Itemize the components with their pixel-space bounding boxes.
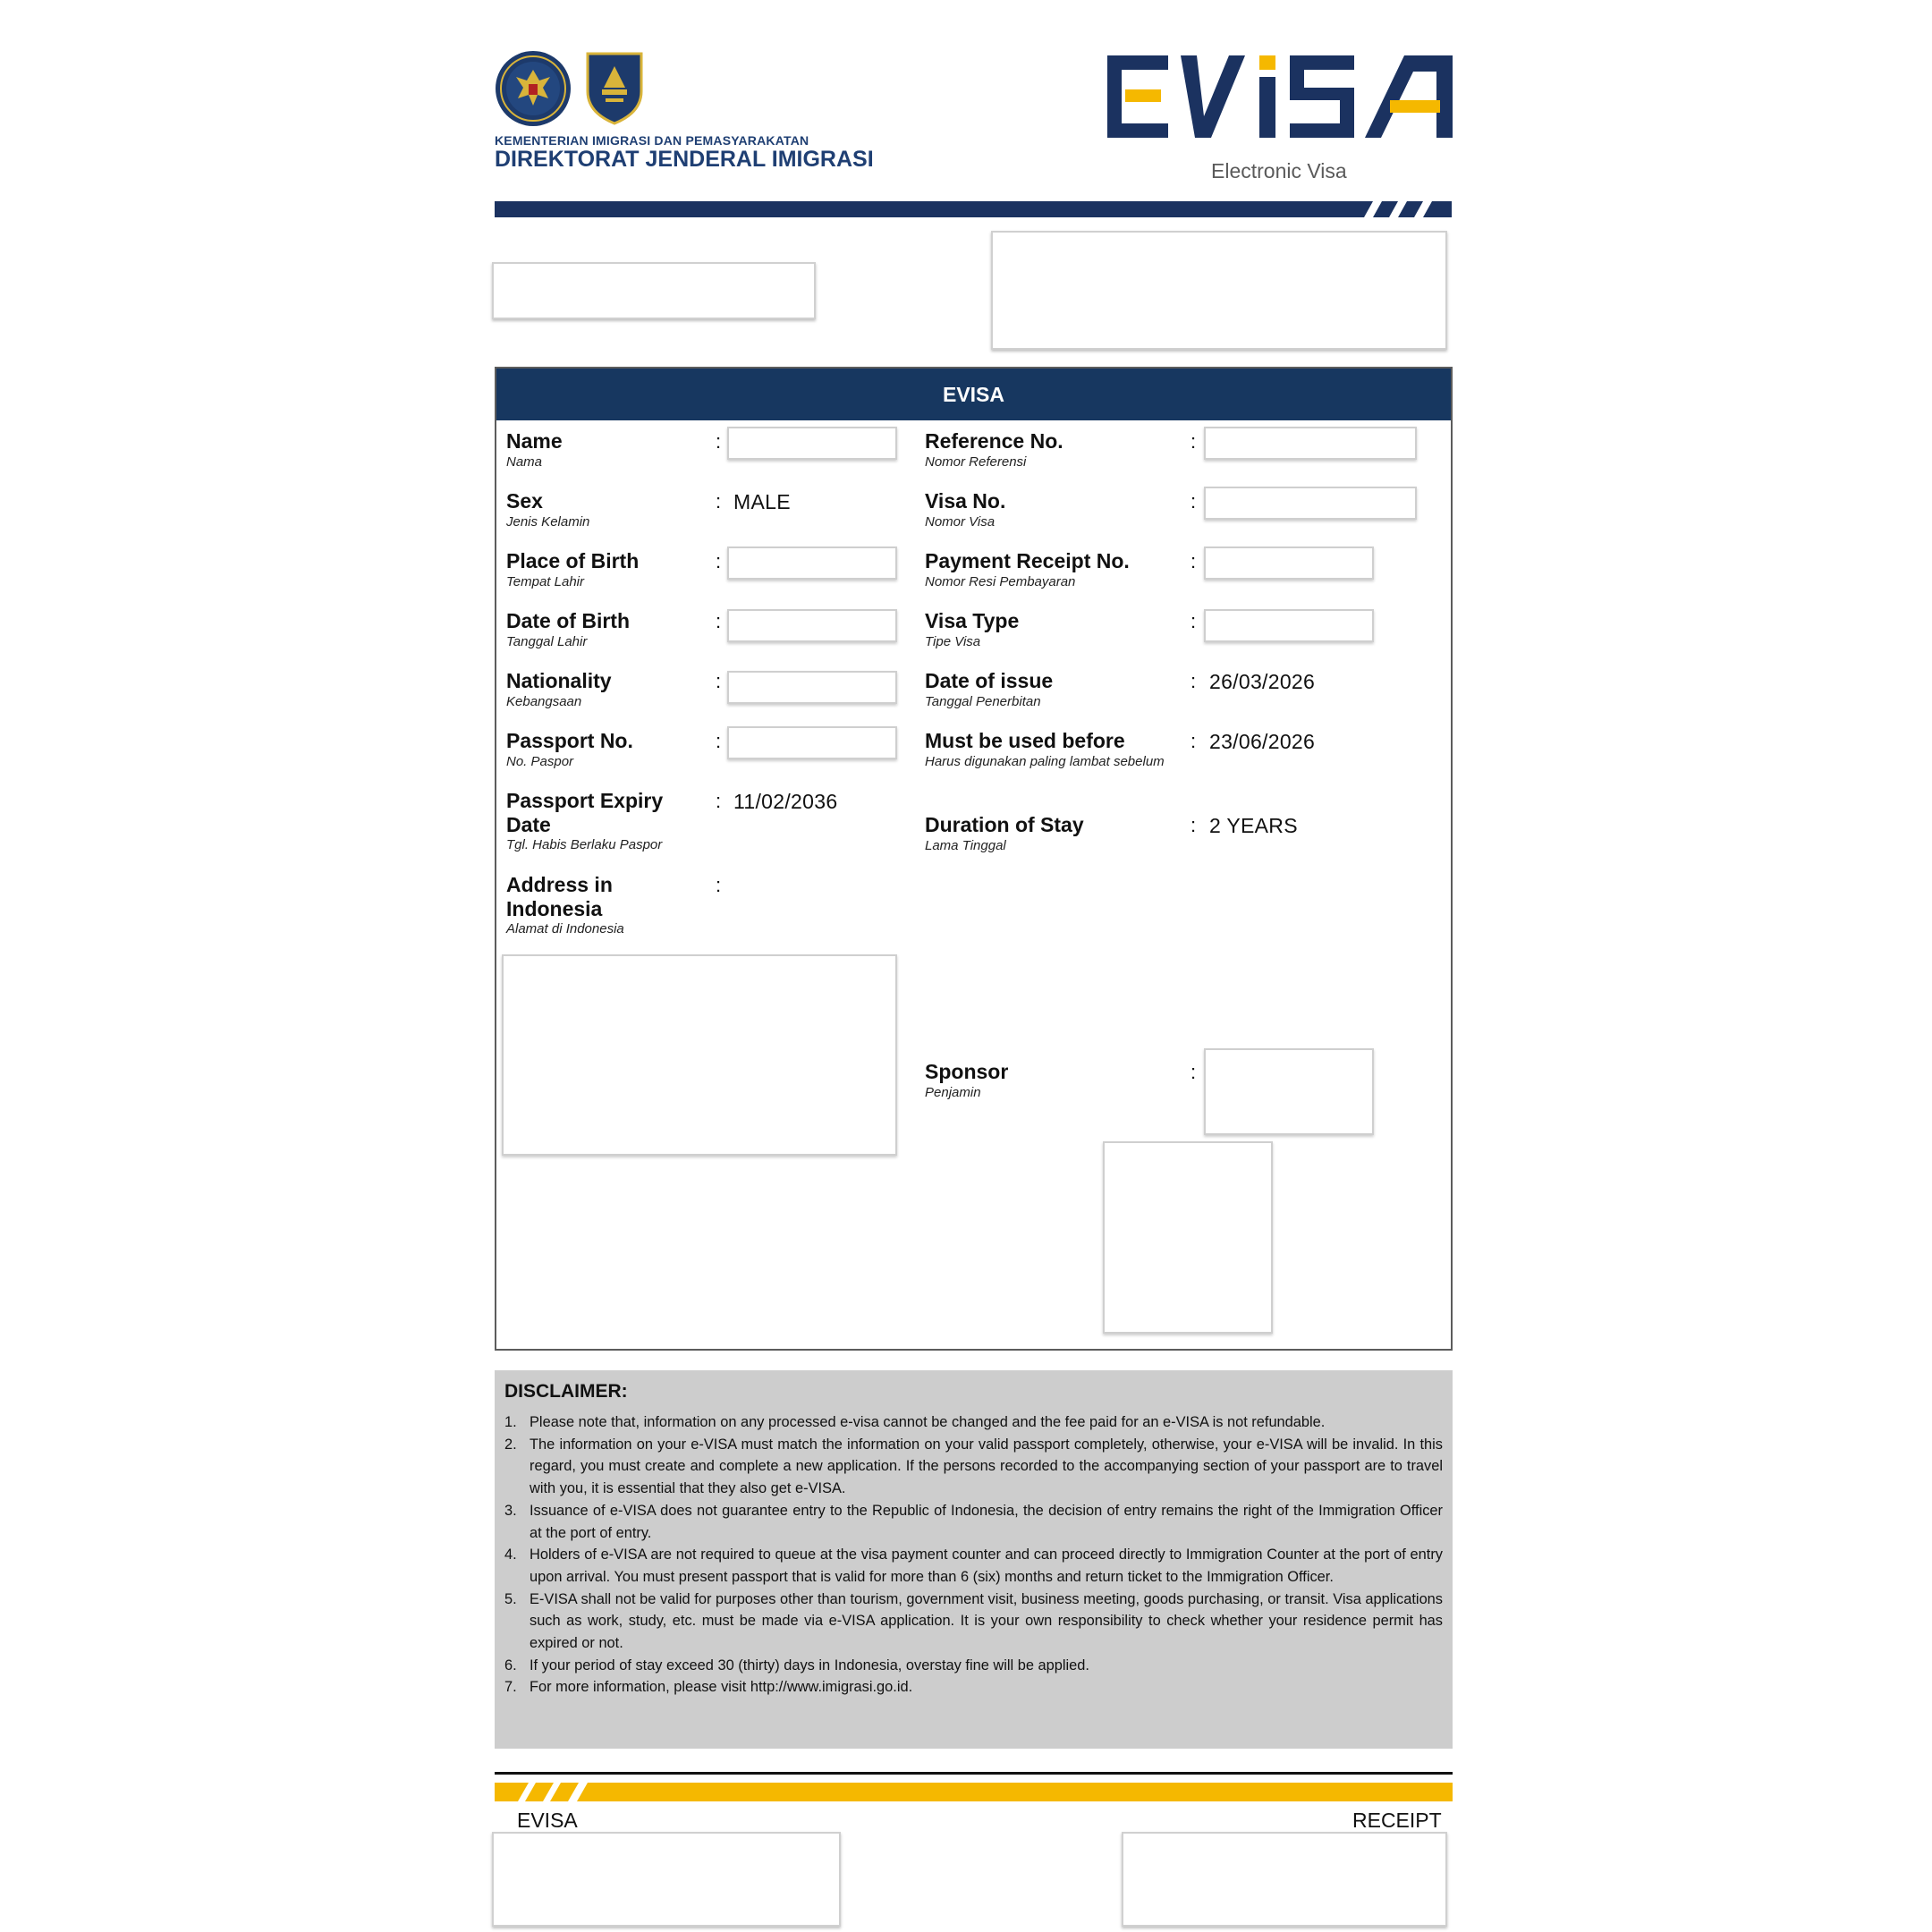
redacted-block (492, 262, 816, 319)
visa-type-sublabel: Tipe Visa (925, 634, 981, 649)
address-sublabel: Alamat di Indonesia (506, 921, 624, 936)
disclaimer-item-text: For more information, please visit http://www.imigrasi.go.id. (530, 1679, 913, 1696)
name-sublabel: Nama (506, 454, 543, 470)
footer-divider (495, 1772, 1453, 1775)
address-colon: : (716, 874, 722, 896)
sponsor-sublabel: Penjamin (925, 1085, 981, 1100)
disclaimer-item (504, 1544, 1443, 1588)
address-field (502, 954, 897, 1156)
passport-expiry-label (506, 789, 663, 837)
sponsor-field (1204, 1048, 1374, 1135)
disclaimer-item (504, 1434, 1443, 1500)
reference-no-sublabel: Nomor Referensi (925, 454, 1027, 470)
name-colon: : (716, 430, 722, 453)
name-field (727, 427, 897, 460)
date-of-birth-label: Date of Birth (506, 609, 630, 632)
disclaimer-item-number: 6. (504, 1657, 517, 1674)
disclaimer-item (504, 1655, 1443, 1677)
disclaimer-item (504, 1411, 1443, 1434)
redacted-block (1122, 1832, 1447, 1927)
date-of-issue-label: Date of issue (925, 669, 1054, 692)
passport-no-label: Passport No. (506, 729, 633, 752)
payment-receipt-field (1204, 547, 1374, 580)
disclaimer-item (504, 1500, 1443, 1544)
disclaimer-item-text: The information on your e-VISA must match the information on your valid passport completely, otherwise, your e-VISA will be invalid. In this regard, you must create and complete a new application. If the persons recorded to the accompanying section of your passport are to travel with you, it is essential that they also get e-VISA. (530, 1436, 1443, 1497)
nationality-colon: : (716, 670, 722, 692)
must-be-used-before-label: Must be used before (925, 729, 1125, 752)
disclaimer-item-number: 4. (504, 1546, 517, 1563)
place-of-birth-sublabel: Tempat Lahir (506, 574, 584, 589)
date-of-issue-sublabel: Tanggal Penerbitan (925, 694, 1041, 709)
sex-value: MALE (733, 490, 791, 513)
disclaimer-item (504, 1589, 1443, 1655)
disclaimer-item-number: 3. (504, 1502, 517, 1519)
reference-no-colon: : (1191, 430, 1197, 453)
visa-type-label: Visa Type (925, 609, 1020, 632)
footer-stripe (495, 1783, 1453, 1801)
place-of-birth-label: Place of Birth (506, 549, 640, 572)
directorate-name: DIREKTORAT JENDERAL IMIGRASI (495, 147, 874, 172)
duration-of-stay-sublabel: Lama Tinggal (925, 838, 1006, 853)
garuda-emblem-icon (495, 50, 572, 127)
payment-receipt-label: Payment Receipt No. (925, 549, 1130, 572)
nationality-field (727, 671, 897, 704)
date-of-issue-value: 26/03/2026 (1209, 670, 1316, 693)
passport-expiry-label-line1: Passport Expiry (506, 789, 664, 812)
disclaimer-list (504, 1411, 1443, 1699)
duration-of-stay-label: Duration of Stay (925, 813, 1084, 836)
sex-label: Sex (506, 489, 543, 513)
photo-placeholder (1103, 1141, 1273, 1334)
evisa-logo (1106, 52, 1454, 143)
footer-receipt-label: RECEIPT (1352, 1809, 1442, 1832)
payment-receipt-colon: : (1191, 550, 1197, 572)
passport-expiry-sublabel: Tgl. Habis Berlaku Paspor (506, 837, 663, 852)
sex-sublabel: Jenis Kelamin (506, 514, 590, 530)
address-label (506, 873, 613, 921)
date-of-birth-sublabel: Tanggal Lahir (506, 634, 588, 649)
payment-receipt-sublabel: Nomor Resi Pembayaran (925, 574, 1076, 589)
date-of-birth-colon: : (716, 610, 722, 632)
duration-of-stay-colon: : (1191, 814, 1197, 836)
header-stripe (495, 201, 1452, 217)
passport-no-colon: : (716, 730, 722, 752)
disclaimer-title: DISCLAIMER: (504, 1381, 628, 1402)
address-label-line1: Address in (506, 873, 613, 896)
visa-no-sublabel: Nomor Visa (925, 514, 996, 530)
must-be-used-before-sublabel: Harus digunakan paling lambat sebelum (925, 754, 1165, 769)
duration-of-stay-value: 2 YEARS (1209, 814, 1298, 837)
disclaimer-item-number: 2. (504, 1436, 517, 1453)
nationality-sublabel: Kebangsaan (506, 694, 582, 709)
footer-evisa-label: EVISA (517, 1809, 578, 1832)
disclaimer-panel (495, 1370, 1453, 1749)
address-label-line2: Indonesia (506, 897, 603, 920)
disclaimer-item-text: Holders of e-VISA are not required to queue at the visa payment counter and can proceed directly to Immigration Counter at the port of entry upon arrival. You must present passport that is valid for more than 6 (six) months and return ticket to the Immigration Officer. (530, 1546, 1443, 1585)
place-of-birth-field (727, 547, 897, 580)
visa-no-field (1204, 487, 1417, 520)
must-be-used-before-value: 23/06/2026 (1209, 730, 1316, 753)
visa-type-colon: : (1191, 610, 1197, 632)
passport-no-sublabel: No. Paspor (506, 754, 574, 769)
ministry-name: KEMENTERIAN IMIGRASI DAN PEMASYARAKATAN (495, 133, 809, 148)
disclaimer-item-text: Please note that, information on any processed e-visa cannot be changed and the fee paid for an e-VISA is not refundable. (530, 1414, 1326, 1430)
disclaimer-item-text: If your period of stay exceed 30 (thirty) days in Indonesia, overstay fine will be applied. (530, 1657, 1089, 1674)
visa-no-label: Visa No. (925, 489, 1006, 513)
logo-subtitle: Electronic Visa (1211, 159, 1347, 182)
name-label: Name (506, 429, 563, 453)
passport-expiry-label-line2: Date (506, 813, 551, 836)
nationality-label: Nationality (506, 669, 612, 692)
sex-colon: : (716, 490, 722, 513)
form-title: EVISA (496, 369, 1451, 420)
passport-no-field (727, 726, 897, 759)
reference-no-label: Reference No. (925, 429, 1063, 453)
disclaimer-item-number: 1. (504, 1414, 517, 1430)
must-be-used-before-colon: : (1191, 730, 1197, 752)
date-of-birth-field (727, 609, 897, 642)
visa-type-field (1204, 609, 1374, 642)
disclaimer-item (504, 1676, 1443, 1699)
visa-no-colon: : (1191, 490, 1197, 513)
reference-no-field (1204, 427, 1417, 460)
disclaimer-item-text: Issuance of e-VISA does not guarantee entry to the Republic of Indonesia, the decision of entry remains the right of the Immigration Officer at the port of entry. (530, 1502, 1443, 1541)
immigration-shield-icon (582, 48, 647, 127)
disclaimer-item-text: E-VISA shall not be valid for purposes other than tourism, government visit, business meeting, goods purchasing, or transit. Visa applications such as work, study, etc. must be made via e-VISA application. It is your own responsibility to check whether your residence permit has expired or not. (530, 1590, 1443, 1652)
sponsor-colon: : (1191, 1061, 1197, 1083)
disclaimer-item-number: 5. (504, 1590, 517, 1607)
disclaimer-item-number: 7. (504, 1679, 517, 1696)
date-of-issue-colon: : (1191, 670, 1197, 692)
sponsor-label: Sponsor (925, 1060, 1009, 1083)
passport-expiry-colon: : (716, 790, 722, 812)
place-of-birth-colon: : (716, 550, 722, 572)
passport-expiry-value: 11/02/2036 (733, 790, 838, 813)
redacted-block (991, 231, 1447, 350)
redacted-block (492, 1832, 841, 1927)
